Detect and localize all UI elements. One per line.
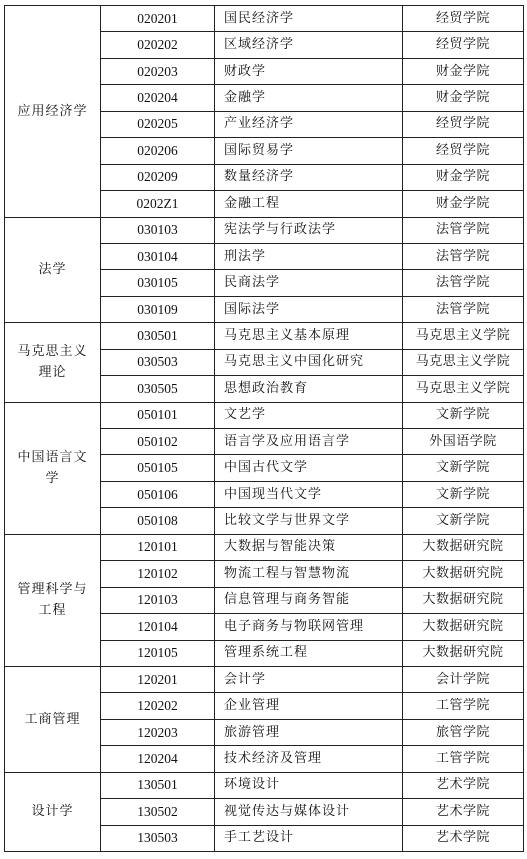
college-cell: 艺术学院 <box>403 825 524 851</box>
college-cell: 大数据研究院 <box>403 640 524 666</box>
major-name-cell: 物流工程与智慧物流 <box>215 561 403 587</box>
college-cell: 工管学院 <box>403 746 524 772</box>
major-name-cell: 思想政治教育 <box>215 376 403 402</box>
college-cell: 旅管学院 <box>403 719 524 745</box>
major-name-cell: 马克思主义基本原理 <box>215 323 403 349</box>
major-code-cell: 120202 <box>101 693 215 719</box>
discipline-category-cell: 管理科学与工程 <box>5 534 101 666</box>
college-cell: 财金学院 <box>403 164 524 190</box>
college-cell: 外国语学院 <box>403 429 524 455</box>
major-code-cell: 050102 <box>101 429 215 455</box>
major-name-cell: 金融学 <box>215 85 403 111</box>
major-name-cell: 语言学及应用语言学 <box>215 429 403 455</box>
major-code-cell: 120105 <box>101 640 215 666</box>
major-code-cell: 030105 <box>101 270 215 296</box>
major-code-cell: 120204 <box>101 746 215 772</box>
major-code-cell: 020202 <box>101 32 215 58</box>
college-cell: 财金学院 <box>403 85 524 111</box>
major-name-cell: 会计学 <box>215 666 403 692</box>
major-code-cell: 050101 <box>101 402 215 428</box>
major-code-cell: 020203 <box>101 58 215 84</box>
major-name-cell: 大数据与智能决策 <box>215 534 403 560</box>
major-name-cell: 产业经济学 <box>215 111 403 137</box>
major-code-cell: 050106 <box>101 481 215 507</box>
college-cell: 艺术学院 <box>403 772 524 798</box>
college-cell: 经贸学院 <box>403 111 524 137</box>
major-name-cell: 宪法学与行政法学 <box>215 217 403 243</box>
college-cell: 经贸学院 <box>403 32 524 58</box>
major-name-cell: 数量经济学 <box>215 164 403 190</box>
college-cell: 工管学院 <box>403 693 524 719</box>
college-cell: 法管学院 <box>403 243 524 269</box>
major-code-cell: 030109 <box>101 296 215 322</box>
major-name-cell: 国际法学 <box>215 296 403 322</box>
major-code-cell: 020204 <box>101 85 215 111</box>
major-code-cell: 120201 <box>101 666 215 692</box>
major-name-cell: 企业管理 <box>215 693 403 719</box>
table-row <box>5 666 524 692</box>
major-code-cell: 130502 <box>101 799 215 825</box>
table-row <box>5 323 524 349</box>
college-cell: 大数据研究院 <box>403 561 524 587</box>
college-cell: 法管学院 <box>403 217 524 243</box>
table-row <box>5 217 524 243</box>
major-code-cell: 120102 <box>101 561 215 587</box>
major-code-cell: 020201 <box>101 6 215 32</box>
major-name-cell: 电子商务与物联网管理 <box>215 614 403 640</box>
college-cell: 文新学院 <box>403 481 524 507</box>
major-code-cell: 030501 <box>101 323 215 349</box>
major-code-cell: 120104 <box>101 614 215 640</box>
college-cell: 艺术学院 <box>403 799 524 825</box>
college-cell: 经贸学院 <box>403 6 524 32</box>
major-name-cell: 民商法学 <box>215 270 403 296</box>
major-code-cell: 030103 <box>101 217 215 243</box>
major-code-cell: 120103 <box>101 587 215 613</box>
major-code-cell: 120203 <box>101 719 215 745</box>
college-cell: 马克思主义学院 <box>403 376 524 402</box>
college-cell: 文新学院 <box>403 508 524 534</box>
major-name-cell: 视觉传达与媒体设计 <box>215 799 403 825</box>
major-code-cell: 130501 <box>101 772 215 798</box>
major-name-cell: 区域经济学 <box>215 32 403 58</box>
college-cell: 大数据研究院 <box>403 614 524 640</box>
major-code-cell: 030505 <box>101 376 215 402</box>
major-code-cell: 120101 <box>101 534 215 560</box>
major-name-cell: 国际贸易学 <box>215 138 403 164</box>
college-cell: 马克思主义学院 <box>403 323 524 349</box>
college-cell: 财金学院 <box>403 58 524 84</box>
major-name-cell: 金融工程 <box>215 191 403 217</box>
major-name-cell: 财政学 <box>215 58 403 84</box>
major-name-cell: 中国现当代文学 <box>215 481 403 507</box>
discipline-category-cell: 设计学 <box>5 772 101 851</box>
table-row <box>5 534 524 560</box>
major-code-cell: 050108 <box>101 508 215 534</box>
major-name-cell: 中国古代文学 <box>215 455 403 481</box>
table-row <box>5 402 524 428</box>
college-cell: 经贸学院 <box>403 138 524 164</box>
college-cell: 会计学院 <box>403 666 524 692</box>
discipline-category-cell: 中国语言文学 <box>5 402 101 534</box>
college-cell: 大数据研究院 <box>403 587 524 613</box>
table-row <box>5 6 524 32</box>
major-name-cell: 文艺学 <box>215 402 403 428</box>
major-code-cell: 020209 <box>101 164 215 190</box>
major-name-cell: 手工艺设计 <box>215 825 403 851</box>
major-name-cell: 刑法学 <box>215 243 403 269</box>
college-cell: 马克思主义学院 <box>403 349 524 375</box>
college-cell: 大数据研究院 <box>403 534 524 560</box>
discipline-category-cell: 应用经济学 <box>5 6 101 218</box>
college-cell: 法管学院 <box>403 296 524 322</box>
discipline-table <box>4 5 524 852</box>
major-name-cell: 环境设计 <box>215 772 403 798</box>
major-code-cell: 020206 <box>101 138 215 164</box>
major-code-cell: 030104 <box>101 243 215 269</box>
discipline-category-cell: 法学 <box>5 217 101 323</box>
major-name-cell: 比较文学与世界文学 <box>215 508 403 534</box>
discipline-category-cell: 工商管理 <box>5 666 101 772</box>
major-code-cell: 020205 <box>101 111 215 137</box>
major-name-cell: 管理系统工程 <box>215 640 403 666</box>
major-name-cell: 马克思主义中国化研究 <box>215 349 403 375</box>
table-row <box>5 772 524 798</box>
major-name-cell: 技术经济及管理 <box>215 746 403 772</box>
discipline-category-cell: 马克思主义理论 <box>5 323 101 402</box>
college-cell: 法管学院 <box>403 270 524 296</box>
major-name-cell: 旅游管理 <box>215 719 403 745</box>
college-cell: 财金学院 <box>403 191 524 217</box>
major-name-cell: 国民经济学 <box>215 6 403 32</box>
major-code-cell: 050105 <box>101 455 215 481</box>
major-code-cell: 130503 <box>101 825 215 851</box>
college-cell: 文新学院 <box>403 455 524 481</box>
table-body <box>5 6 524 852</box>
college-cell: 文新学院 <box>403 402 524 428</box>
major-code-cell: 030503 <box>101 349 215 375</box>
major-name-cell: 信息管理与商务智能 <box>215 587 403 613</box>
major-code-cell: 0202Z1 <box>101 191 215 217</box>
